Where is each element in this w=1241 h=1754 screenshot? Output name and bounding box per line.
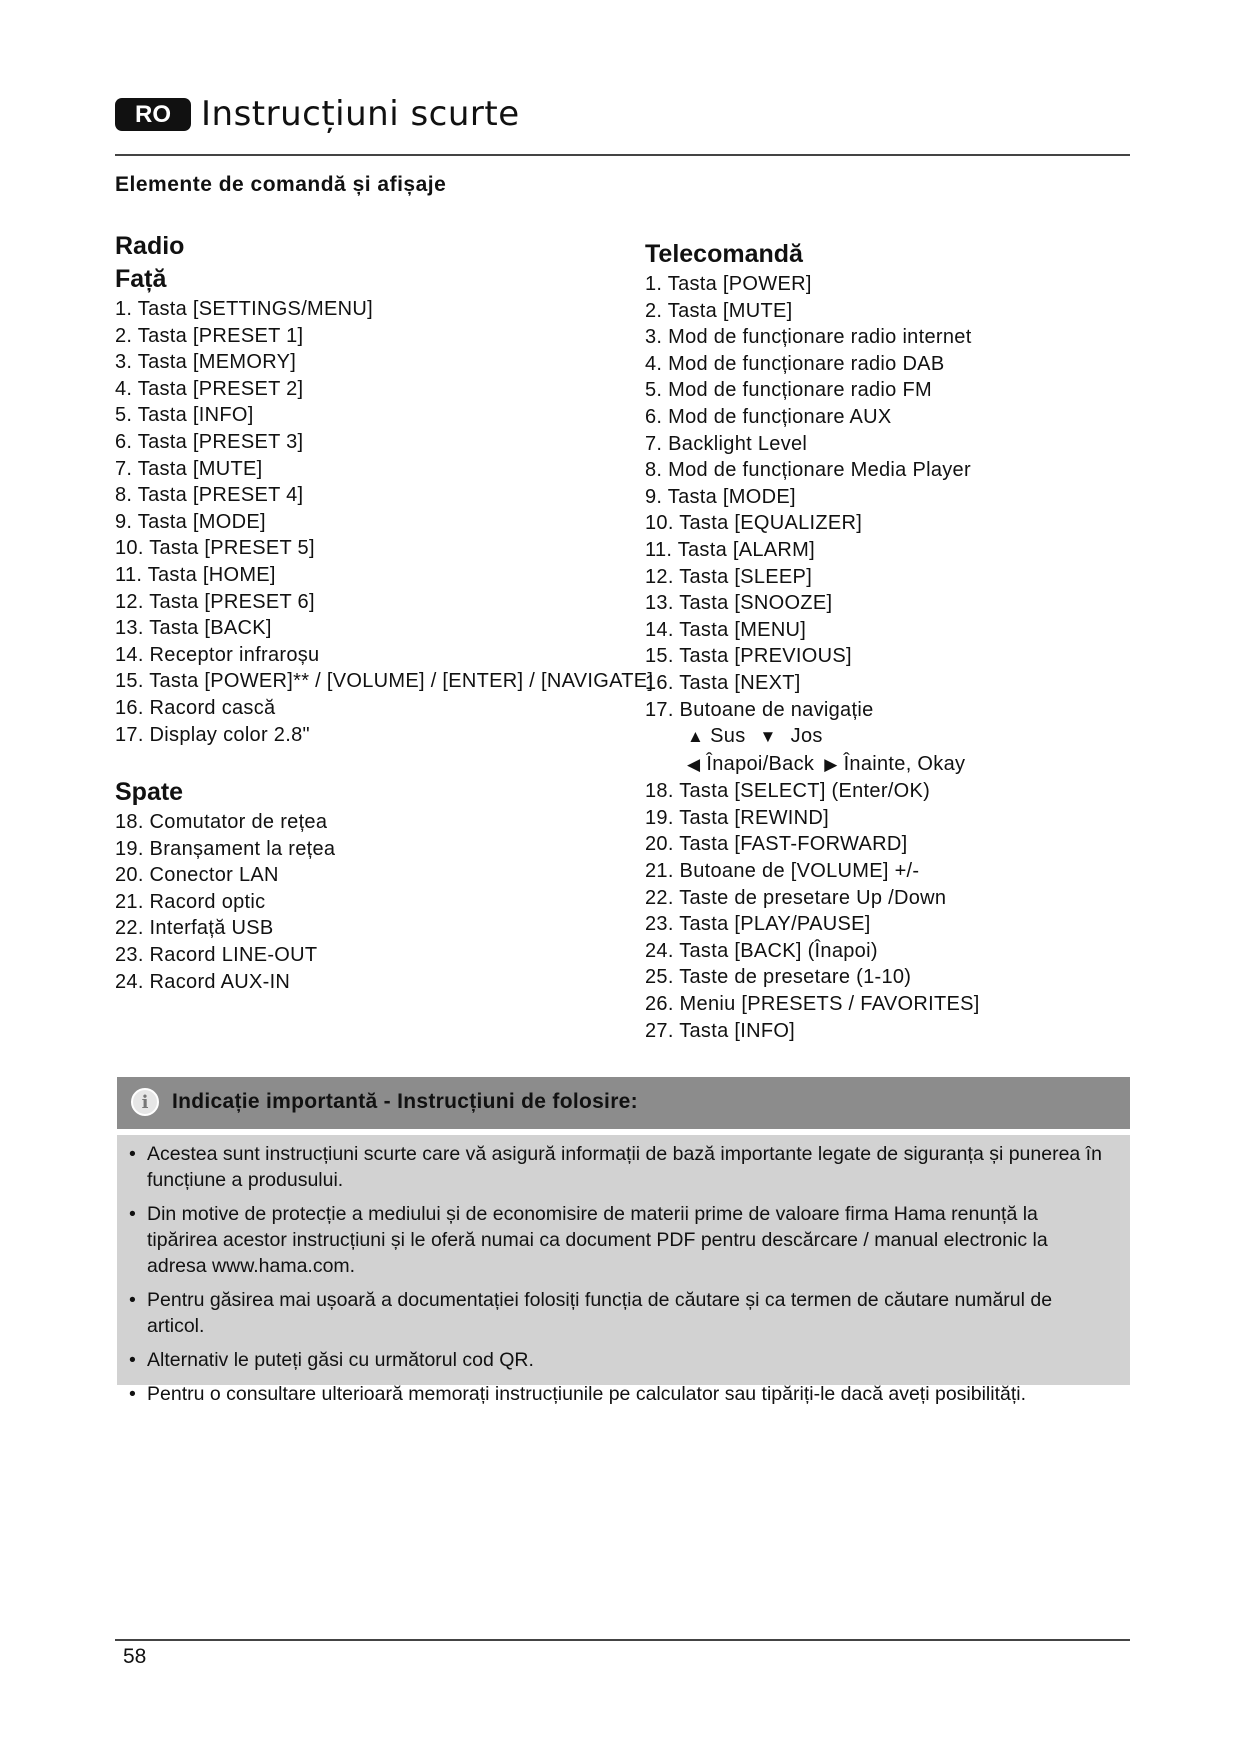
nav-up-down-line [645, 723, 980, 751]
nav-left-right-line [645, 751, 980, 779]
list-item: 5. Tasta [INFO] [115, 404, 254, 427]
section-heading: Elemente de comandă și afișaje [115, 173, 447, 196]
list-item: 23. Racord LINE-OUT [115, 943, 318, 966]
nav-back-label: Înapoi/Back [706, 752, 815, 775]
list-item: 2. Tasta [MUTE] [645, 299, 793, 322]
info-icon: i [131, 1088, 159, 1116]
note-bullet: • Pentru găsirea mai ușoară a documentației folosiți funcția de căutare și ca termen de căutare numărul de articol. [129, 1287, 1110, 1339]
radio-heading: Radio [115, 232, 185, 260]
nav-down-label: Jos [790, 725, 823, 748]
list-item: 12. Tasta [SLEEP] [645, 565, 813, 588]
list-item: 16. Tasta [NEXT] [645, 671, 801, 694]
list-item: 13. Tasta [BACK] [115, 617, 272, 640]
language-badge: RO [115, 98, 191, 131]
list-item: 4. Mod de funcționare radio DAB [645, 352, 945, 375]
list-item: 8. Mod de funcționare Media Player [645, 459, 971, 482]
list-item: 19. Tasta [REWIND] [645, 806, 829, 829]
list-item: 14. Tasta [MENU] [645, 618, 807, 641]
radio-back-section [115, 776, 335, 995]
list-item: 17. Butoane de navigație [645, 698, 874, 721]
radio-front-list [115, 296, 653, 748]
list-item: 1. Tasta [SETTINGS/MENU] [115, 298, 374, 320]
list-item: 25. Taste de presetare (1-10) [645, 966, 912, 989]
note-bullet: • Acestea sunt instrucțiuni scurte care vă asigură informații de bază importante legate de siguranța și punerea în funcțiune a produsului. [129, 1141, 1110, 1193]
list-item: 7. Backlight Level [645, 432, 808, 455]
remote-control-section [645, 238, 980, 1044]
remote-list [645, 271, 980, 1044]
nav-forward-label: Înainte, Okay [843, 752, 966, 775]
list-item: 14. Receptor infraroșu [115, 643, 320, 666]
footer-divider [115, 1639, 1130, 1641]
list-item: 19. Branșament la rețea [115, 837, 336, 860]
front-subheading: Față [115, 265, 167, 293]
important-note-body [117, 1135, 1130, 1405]
list-item: 6. Tasta [PRESET 3] [115, 430, 304, 453]
note-bullet: • Alternativ le puteți găsi cu următorul cod QR. [129, 1347, 1110, 1373]
list-item: 26. Meniu [PRESETS / FAVORITES] [645, 993, 980, 1016]
list-item: 3. Mod de funcționare radio internet [645, 326, 972, 349]
list-item: 15. Tasta [PREVIOUS] [645, 645, 852, 668]
list-item: 4. Tasta [PRESET 2] [115, 377, 304, 400]
triangle-up-icon: ▲ [687, 727, 705, 747]
list-item: 17. Display color 2.8" [115, 723, 310, 746]
list-item: 24. Racord AUX-IN [115, 970, 291, 993]
list-item: 6. Mod de funcționare AUX [645, 405, 892, 428]
nav-up-label: Sus [710, 725, 746, 748]
list-item: 10. Tasta [EQUALIZER] [645, 512, 863, 535]
list-item: 24. Tasta [BACK] (Înapoi) [645, 939, 878, 962]
list-item: 22. Interfață USB [115, 917, 274, 940]
triangle-right-icon: ▶ [824, 754, 838, 774]
important-note-title: Indicație importantă - Instrucțiuni de folosire: [172, 1090, 638, 1113]
list-item: 9. Tasta [MODE] [645, 485, 796, 508]
list-item: 21. Butoane de [VOLUME] +/- [645, 860, 920, 883]
list-item: 23. Tasta [PLAY/PAUSE] [645, 913, 871, 936]
list-item: 18. Comutator de rețea [115, 811, 328, 833]
list-item: 3. Tasta [MEMORY] [115, 351, 297, 374]
list-item: 27. Tasta [INFO] [645, 1019, 796, 1042]
list-item: 20. Tasta [FAST-FORWARD] [645, 833, 908, 856]
list-item: 11. Tasta [HOME] [115, 563, 276, 586]
list-item: 11. Tasta [ALARM] [645, 538, 815, 561]
back-heading: Spate [115, 778, 184, 806]
note-bullet: • Din motive de protecție a mediului și de economisire de materii prime de valoare firma Hama renunță la tipărirea acestor instrucțiuni și le oferă numai ca document PDF pentru descărcare / manual electronic la adresa www.hama.com. [129, 1201, 1110, 1279]
list-item: 13. Tasta [SNOOZE] [645, 592, 833, 615]
document-title: Instrucțiuni scurte [201, 94, 520, 134]
list-item: 5. Mod de funcționare radio FM [645, 379, 932, 402]
radio-front-section [115, 230, 653, 748]
list-item: 12. Tasta [PRESET 6] [115, 590, 315, 613]
list-item: 15. Tasta [POWER]** / [VOLUME] / [ENTER] / [NAVIGATE] [115, 670, 654, 693]
important-note-list [129, 1141, 1110, 1407]
list-item: 18. Tasta [SELECT] (Enter/OK) [645, 780, 931, 803]
list-item: 2. Tasta [PRESET 1] [115, 324, 304, 347]
triangle-left-icon: ◀ [687, 754, 701, 774]
list-item: 9. Tasta [MODE] [115, 510, 266, 533]
important-note-header [117, 1077, 1130, 1129]
radio-back-list [115, 809, 335, 995]
list-item: 21. Racord optic [115, 890, 266, 913]
list-item: 8. Tasta [PRESET 4] [115, 484, 304, 507]
page-number: 58 [123, 1645, 147, 1668]
list-item: 7. Tasta [MUTE] [115, 457, 263, 480]
list-item: 1. Tasta [POWER] [645, 273, 812, 295]
list-item: 10. Tasta [PRESET 5] [115, 537, 315, 560]
header-divider [115, 154, 1130, 156]
list-item: 20. Conector LAN [115, 864, 279, 887]
list-item: 16. Racord cască [115, 696, 276, 719]
remote-heading: Telecomandă [645, 240, 803, 268]
note-bullet: • Pentru o consultare ulterioară memorați instrucțiunile pe calculator sau tipăriți-le dacă aveți posibilități. [129, 1381, 1110, 1407]
triangle-down-icon: ▼ [759, 727, 777, 747]
list-item: 22. Taste de presetare Up /Down [645, 886, 947, 909]
